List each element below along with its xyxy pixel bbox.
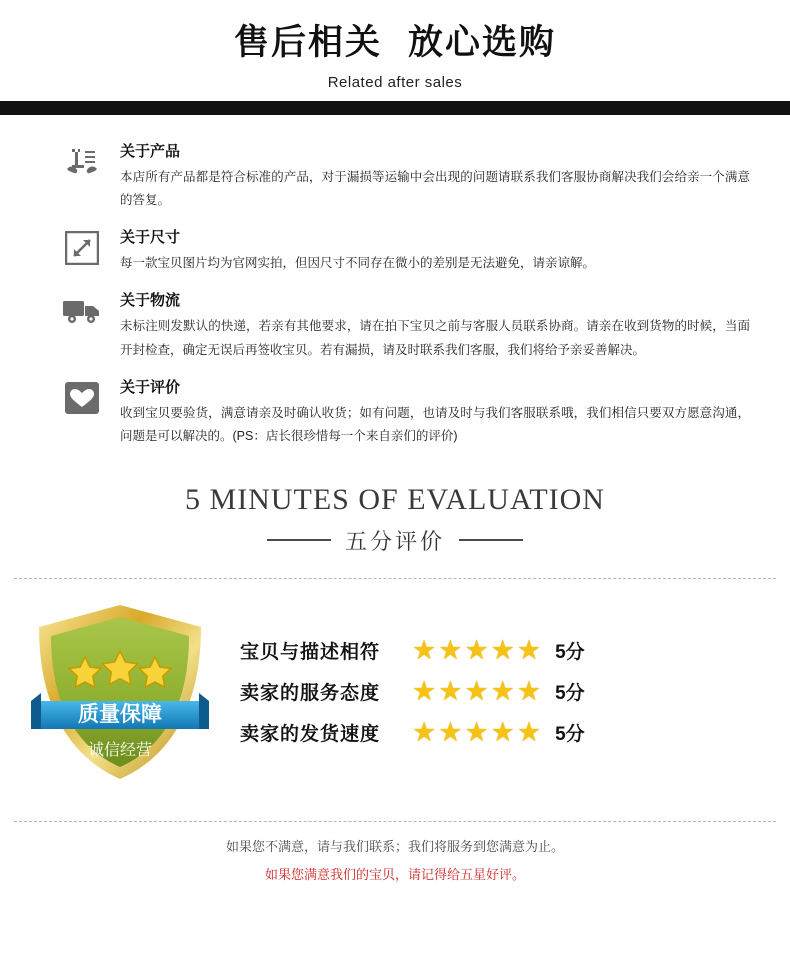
service-item [0,282,790,368]
page-subtitle: Related after sales [327,74,463,91]
heart-review-icon [62,378,102,418]
hands-product-icon [62,142,102,182]
evaluation-chinese-title: 五分评价 [344,528,445,554]
evaluation-heading [0,483,790,556]
service-body [120,376,750,448]
service-list [0,115,790,455]
rating-area [0,579,790,799]
star-rating [412,678,541,705]
star-rating [412,637,541,664]
shield-badge-icon [25,597,215,787]
star-icon: ★ [438,676,463,707]
service-title: 关于评价 [120,378,181,396]
service-title: 关于尺寸 [120,229,181,247]
star-rating [412,719,541,746]
star-icon: ★ [490,717,515,748]
star-icon: ★ [490,676,515,707]
rule-right [459,539,523,541]
service-text: 收到宝贝要验货，满意请亲及时确认收货；如有问题，也请及时与我们客服联系哦，我们相信只要双方愿意沟通，问题是可以解决的。(PS：店长很珍惜每一个来自亲们的评价) [120,405,750,443]
page-header [0,0,790,115]
service-item [0,133,790,219]
star-icon: ★ [464,635,489,666]
page-title [0,22,790,64]
ruler-size-icon [62,228,102,268]
rating-row [240,637,750,664]
footer-line-1: 如果您不满意，请与我们联系；我们将服务到您满意为止。 [225,838,564,854]
evaluation-chinese-title-row [0,525,790,556]
service-item [0,219,790,282]
rating-list [240,623,790,760]
service-title: 关于产品 [120,143,181,160]
star-icon: ★ [412,635,437,666]
star-icon: ★ [464,676,489,707]
service-text: 每一款宝贝图片均为官网实拍，但因尺寸不同存在微小的差别是无法避免，请亲谅解。 [120,256,596,271]
rating-label: 卖家的发货速度 [240,724,381,746]
star-icon: ★ [412,717,437,748]
badge-ribbon-text: 质量保障 [78,702,162,726]
service-item [0,369,790,455]
header-divider-bar [0,101,790,115]
rule-left [267,539,331,541]
service-body [120,140,750,212]
rating-score: 5分 [555,683,585,705]
rating-row [240,678,750,705]
star-icon: ★ [412,676,437,707]
evaluation-english-title: 5 MINUTES OF EVALUATION [185,482,605,516]
badge-bottom-text: 诚信经营 [87,741,153,759]
star-icon: ★ [516,635,542,666]
rating-score: 5分 [555,724,585,746]
truck-shipping-icon [62,291,102,331]
service-title: 关于物流 [120,292,181,310]
service-body [120,226,750,275]
page-title-left: 售后相关 [233,23,382,62]
star-icon: ★ [438,635,463,666]
rating-label: 宝贝与描述相符 [240,642,381,664]
rating-row [240,719,750,746]
service-text: 本店所有产品都是符合标准的产品，对于漏损等运输中会出现的问题请联系我们客服协商解决我们会给亲一个满意的答复。 [120,170,750,208]
star-icon: ★ [516,676,542,707]
service-body [120,289,750,361]
page-title-right: 放心选购 [408,23,557,62]
footer-note [0,822,790,883]
star-icon: ★ [516,717,542,748]
footer-line-2: 如果您满意我们的宝贝，请记得给五星好评。 [264,866,525,882]
star-icon: ★ [464,717,489,748]
service-text: 未标注则发默认的快递，若亲有其他要求，请在拍下宝贝之前与客服人员联系协商。请亲在收到货物的时候，当面开封检查，确定无误后再签收宝贝。若有漏损，请及时联系我们客服，我们将给予亲妥善解决。 [120,319,750,357]
quality-badge [0,597,240,787]
star-icon: ★ [490,635,515,666]
rating-score: 5分 [555,642,585,664]
star-icon: ★ [438,717,463,748]
rating-label: 卖家的服务态度 [240,683,381,705]
